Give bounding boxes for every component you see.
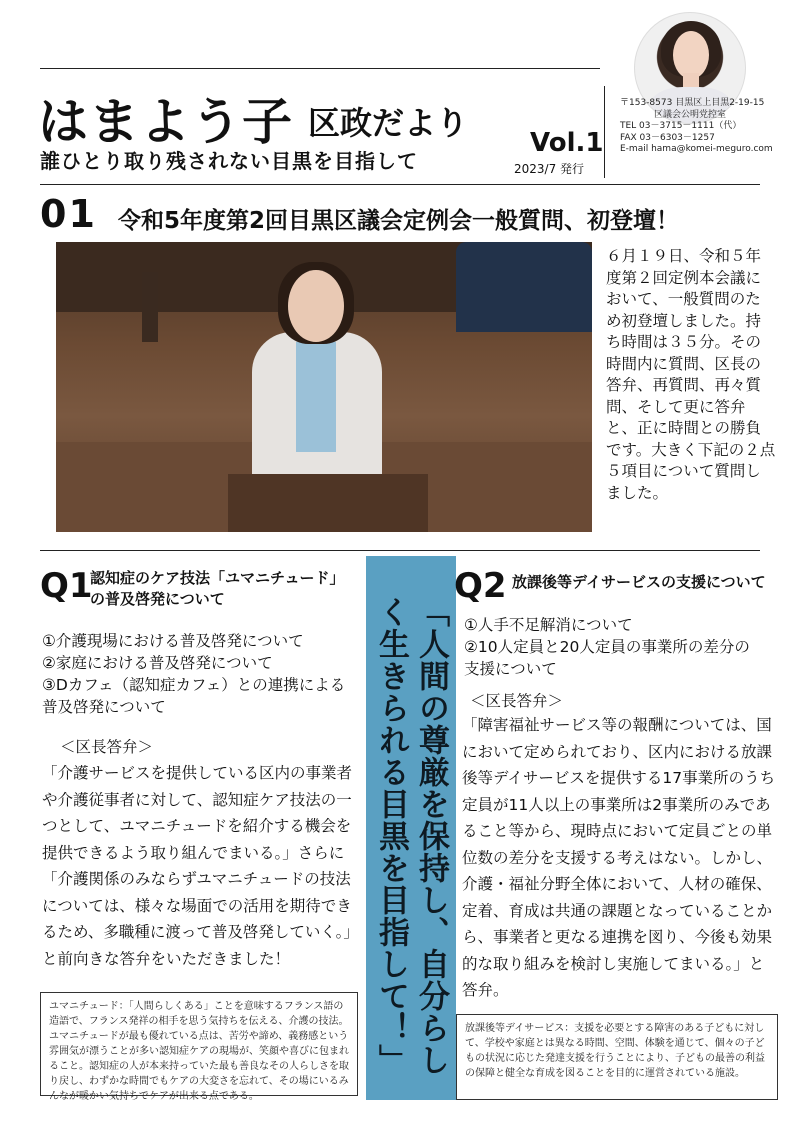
list-item: ①人手不足解消について bbox=[464, 616, 633, 634]
section-number: 01 bbox=[40, 192, 97, 236]
slogan-text: 「人間の尊厳を保持し、自分らしく生きられる目黒を目指して！」 bbox=[373, 596, 449, 1076]
list-item: ②10人定員と20人定員の事業所の差分の支援について bbox=[464, 638, 750, 678]
q2-answer-text: 「障害福祉サービス等の報酬については、国において定められており、区内における放課後等デイサービスを提供する17事業所のうち定員が11人以上の事業所は2事業所のみであること等から、現時点において定員ごとの単位数の差分を支援する考えはない。しかし、介護・福祉分野全体において、人材の確保、定着、育成は共通の課題となっていることから、事業者と更なる連携を図り、今後も効果的な取り組みを検討し実施してまいる。」と答弁。 bbox=[462, 716, 776, 999]
q2-label: Q2 bbox=[454, 566, 507, 606]
tagline: 誰ひとり取り残されない目黒を目指して bbox=[40, 149, 418, 173]
contact-line: TEL 03－3715－1111（代） bbox=[620, 121, 742, 131]
contact-line: FAX 03－6303－1257 bbox=[620, 132, 715, 143]
section-intro-text: ６月１９日、令和５年度第２回定例本会議において、一般質問のため初登壇しました。持ち時間は３５分。その時間内に質問、区長の答弁、再質問、再々質問、そして更に答弁と、正に時間との勝負です。大きく下記の２点５項目について質問しました。 bbox=[606, 247, 776, 502]
header-top-rule bbox=[40, 68, 600, 69]
contact-block bbox=[620, 98, 790, 156]
list-item: ②家庭における普及啓発について bbox=[42, 654, 273, 672]
q2-item-list bbox=[464, 614, 764, 680]
q1-answer-heading: ＜区長答弁＞ bbox=[60, 738, 154, 756]
q2-title: 放課後等デイサービスの支援について bbox=[512, 573, 766, 591]
newsletter-subtitle: 区政だより bbox=[308, 104, 469, 142]
q1-label: Q1 bbox=[40, 566, 93, 606]
contact-line: 〒153-8573 目黒区上目黒2-19-15 bbox=[620, 98, 765, 108]
q2-footnote: 放課後等デイサービス：支援を必要とする障害のある子どもに対して、学校や家庭とは異なる時間、空間、体験を通じて、個々の子どもの状況に応じた発達支援を行うことにより、子どもの最善の利益の保障と健全な育成を図ることを目的に運営されている施設。 bbox=[456, 1014, 778, 1100]
q1-item-list bbox=[42, 630, 360, 718]
q2-answer-heading: ＜区長答弁＞ bbox=[470, 692, 564, 710]
contact-line: 区議会公明党控室 bbox=[654, 109, 727, 120]
header-divider bbox=[604, 86, 605, 178]
q1-footnote: ユマニチュード：「人間らしくある」ことを意味するフランス語の造語で、フランス発祥の相手を思う気持ちを伝える、介護の技法。ユマニチュードが最も優れている点は、苦労や諦め、義務感という雰囲気が漂うことが多い認知症ケアの現場が、笑顔や喜びに包まれること。認知症の人が本来持っていた最も善良なその人らしさを取り戻し、わずかな時間でもケアの大変さを忘れて、その場にいるみんなが暖かい気持ちでケアが出来る点である。 bbox=[40, 992, 358, 1096]
section-divider bbox=[40, 550, 760, 551]
q1-title: 認知症のケア技法「ユマニチュード」の普及啓発について bbox=[90, 569, 345, 608]
section-title: 令和5年度第2回目黒区議会定例会一般質問、初登壇！ bbox=[118, 208, 680, 234]
assembly-photo bbox=[56, 242, 592, 532]
newsletter-title: はまよう子 bbox=[38, 93, 293, 151]
header-bottom-rule bbox=[40, 184, 760, 185]
q1-answer-text: 「介護サービスを提供している区内の事業者や介護従事者に対して、認知症ケア技法の一つとして、ユマニチュードを紹介する機会を提供できるよう取り組んでまいる。」さらに「介護関係のみならずユマニチュードの技法については、様々な場面での活用を期待できるため、多職種に渡って普及啓発していく。」と前向きな答弁をいただきました！ bbox=[42, 764, 359, 968]
issue-date: 2023/7 発行 bbox=[514, 162, 585, 176]
contact-line: E-mail hama@komei-meguro.com bbox=[620, 144, 773, 154]
list-item: ③Dカフェ（認知症カフェ）との連携による普及啓発について bbox=[42, 676, 346, 716]
volume-number: Vol.1 bbox=[530, 128, 604, 158]
list-item: ①介護現場における普及啓発について bbox=[42, 632, 304, 650]
